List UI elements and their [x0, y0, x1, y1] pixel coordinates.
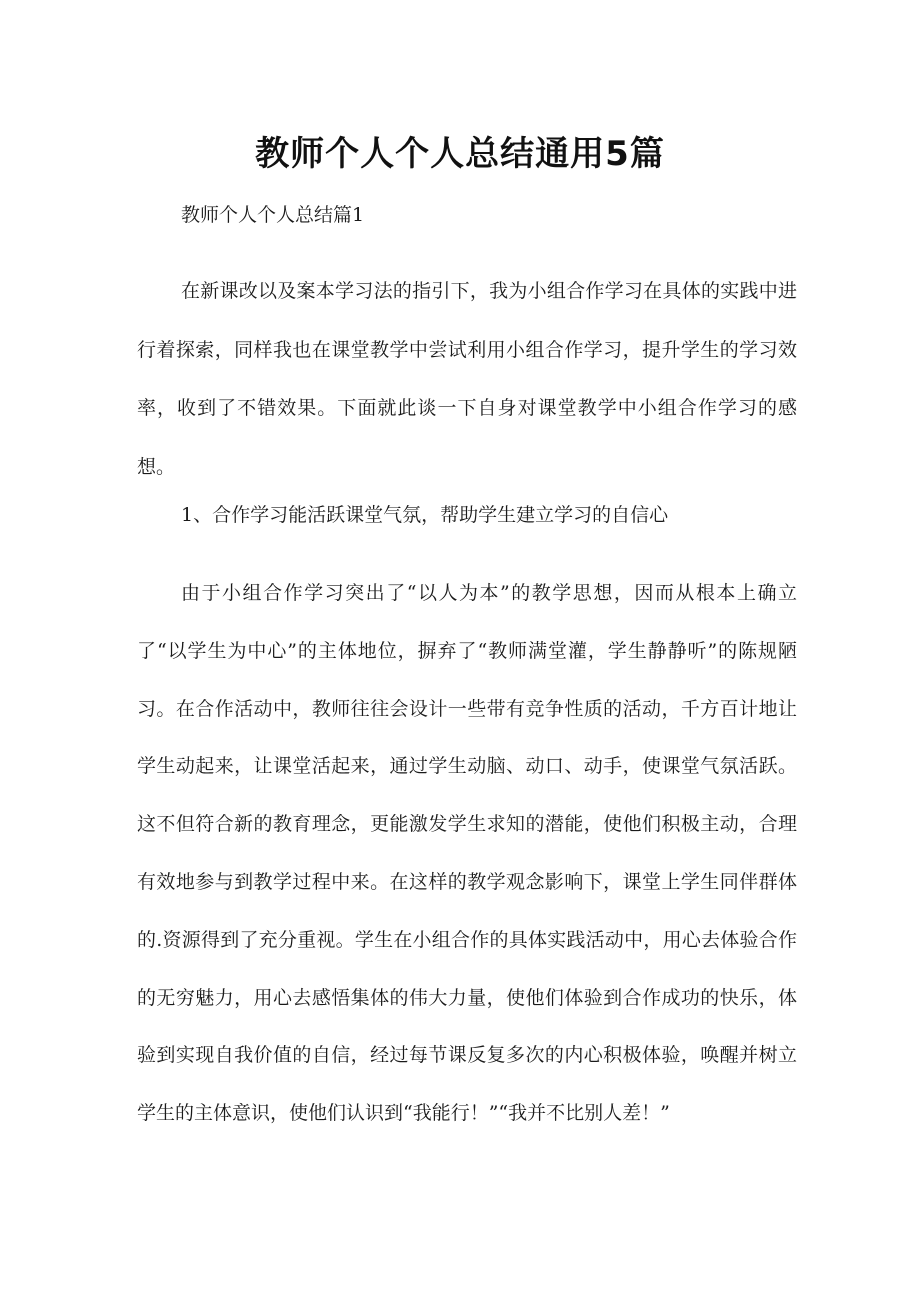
document-title: 教师个人个人总结通用5篇 [255, 134, 665, 174]
section-title-text: 教师个人个人总结篇1 [181, 204, 365, 226]
section-title [137, 201, 797, 229]
paragraph-intro [137, 262, 797, 496]
paragraph-point-1-text: 由于小组合作学习突出了“以人为本”的教学思想，因而从根本上确立了“以学生为中心”的主体地位，摒弃了“教师满堂灌，学生静静听”的陈规陋习。在合作活动中，教师往往会设计一些带有竞争性质的活动，千方百计地让学生动起来，让课堂活起来，通过学生动脑、动口、动手，使课堂气氛活跃。这不但符合新的教育理念，更能激发学生求知的潜能，使他们积极主动，合理有效地参与到教学过程中来。在这样的教学观念影响下，课堂上学生同伴群体的.资源得到了充分重视。学生在小组合作的具体实践活动中，用心去体验合作的无穷魅力，用心去感悟集体的伟大力量，使他们体验到合作成功的快乐，体验到实现自我价值的自信，经过每节课反复多次的内心积极体验，唤醒并树立学生的主体意识，使他们认识到“我能行！”“我并不比别人差！” [137, 582, 797, 1125]
paragraph-intro-text: 在新课改以及案本学习法的指引下，我为小组合作学习在具体的实践中进行着探索，同样我也在课堂教学中尝试利用小组合作学习，提升学生的学习效率，收到了不错效果。下面就此谈一下自身对课堂教学中小组合作学习的感想。 [137, 280, 797, 478]
paragraph-point-1 [137, 565, 797, 1143]
point-heading-1 [137, 501, 797, 529]
point-heading-1-text: 1、合作学习能活跃课堂气氛，帮助学生建立学习的自信心 [181, 504, 669, 526]
